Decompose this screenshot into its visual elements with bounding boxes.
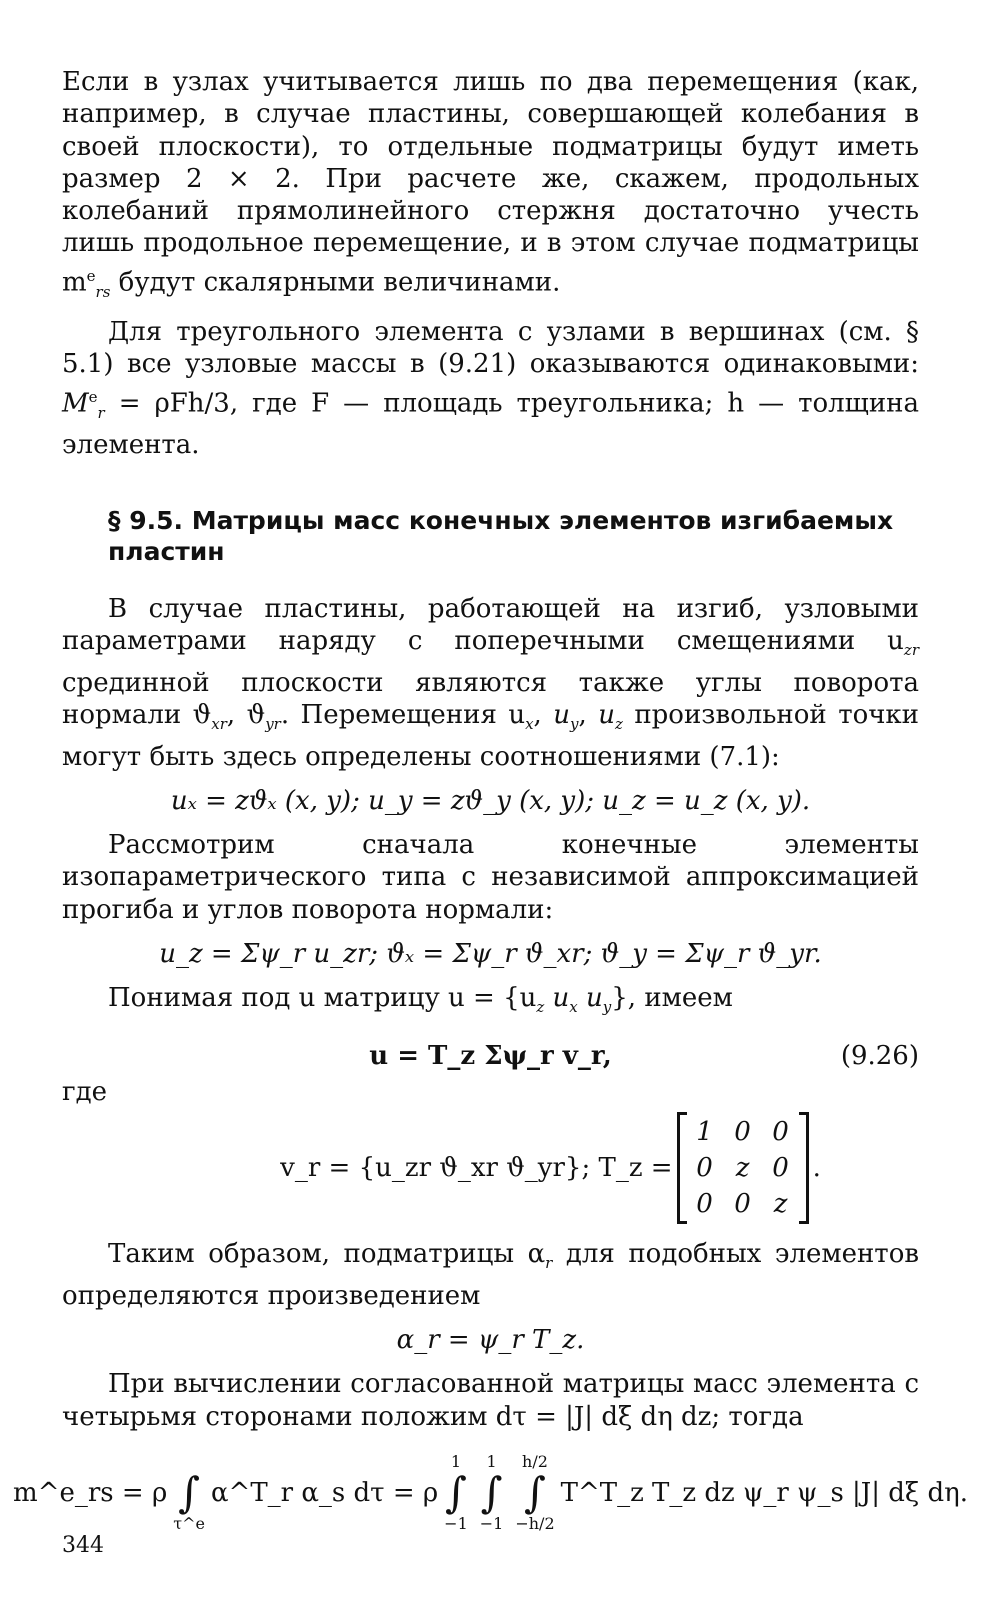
integral-lower-limit: −h/2 bbox=[515, 1514, 555, 1534]
paragraph-7: Таким образом, подматрицы $\alpha_r$ для подобных элементов определяются произведением bbox=[62, 1239, 919, 1311]
section-heading: § 9.5. Матрицы масс конечных элементов изгибаемых пластин bbox=[108, 505, 894, 566]
equation-mass-matrix bbox=[13, 1452, 968, 1534]
mass-matrix-mid: α^T_r α_s dτ = ρ bbox=[210, 1477, 439, 1508]
mass-matrix-right: T^T_z T_z dz ψ_r ψ_s |J| dξ dη. bbox=[560, 1477, 968, 1508]
paragraph-1: Если в узлах учитывается лишь по два перемещения (как, например, в случае пластины, совершающей колебания в своей плоскости), то отдельные подматрицы будут иметь размер 2 × 2. При расчете же, скажем, продольных колебаний прямолинейного стержня достаточно учесть лишь продольное перемещение, и в этом случае подматрицы $m^e_{rs}$ будут скалярными величинами. bbox=[62, 67, 919, 301]
paragraph-3: В случае пластины, работающей на изгиб, узловыми параметрами наряду с поперечными смещениями $u_{zr}$ срединной плоскости являются также углы поворота нормали $ϑ_{xr}$, $ϑ_{yr}$. Перемещения $u_x$, $u_y$, $u_z$ произвольной точки могут быть здесь определены соотношениями (7.1): bbox=[62, 593, 919, 772]
paragraph-2: Для треугольного элемента с узлами в вершинах (см. § 5.1) все узловые массы в (9.21) оказываются одинаковыми: $M^e_r = \rho Fh/3$, где F — площадь треугольника; h — толщина элемента. bbox=[62, 316, 919, 460]
integral-lower-limit: −1 bbox=[479, 1514, 504, 1534]
paragraph-1-tail: будут скалярными величинами. bbox=[110, 267, 561, 298]
paragraph-3-text: В случае пластины, работающей на изгиб, узловыми параметрами наряду с поперечными смещениями u bbox=[62, 593, 919, 657]
paragraph-3-c: . Перемещения u bbox=[280, 700, 526, 731]
paragraph-6: где bbox=[62, 1077, 108, 1108]
integral-4: h/2 ∫ −h/2 bbox=[515, 1452, 555, 1534]
integral-lower-limit: −1 bbox=[444, 1514, 468, 1534]
paragraph-8: При вычислении согласованной матрицы масс элемента с четырьмя сторонами положим dτ = |J| dξ dη dz; тогда bbox=[62, 1369, 919, 1432]
paragraph-2-text: Для треугольного элемента с узлами в вершинах (см. § 5.1) все узловые массы в (9.21) оказываются одинаковыми: bbox=[62, 316, 919, 380]
matrix-equation-left: v_r = {u_zr ϑ_xr ϑ_yr}; T_z = bbox=[280, 1153, 673, 1184]
paragraph-5-tail: }, имеем bbox=[611, 983, 733, 1014]
paragraph-4: Рассмотрим сначала конечные элементы изопараметрического типа с независимой аппроксимацией прогиба и углов поворота нормали: bbox=[62, 830, 919, 925]
paragraph-3-b: срединной плоскости являются также углы поворота нормали ϑ bbox=[62, 667, 919, 731]
integral-3: 1 ∫ −1 bbox=[479, 1452, 504, 1534]
integral-upper-limit: h/2 bbox=[522, 1452, 548, 1472]
equation-9-26 bbox=[62, 1040, 919, 1072]
integral-1: ∫ τ^e bbox=[173, 1468, 205, 1534]
matrix-cell: 0 bbox=[696, 1153, 713, 1184]
equation-number: (9.26) bbox=[840, 1040, 919, 1071]
paragraph-1-text: Если в узлах учитывается лишь по два перемещения (как, например, в случае пластины, совершающей колебания в своей плоскости), то отдельные подматрицы будут иметь размер 2 × 2. При расчете же, скажем, продольных колебаний прямолинейного стержня достаточно учесть лишь продольное перемещение, и в этом случае подматрицы m bbox=[62, 67, 919, 298]
mass-matrix-left: m^e_rs = ρ bbox=[13, 1477, 168, 1508]
matrix-tz bbox=[677, 1112, 809, 1224]
matrix-equation: v_r = {u_zr ϑ_xr ϑ_yr}; T_z = 1 0 0 0 z 0 0 0 z . bbox=[182, 1112, 919, 1224]
matrix-cell: z bbox=[735, 1153, 750, 1184]
page-number: 344 bbox=[62, 1533, 104, 1558]
matrix-cell: 0 bbox=[772, 1117, 789, 1148]
paragraph-7-text: Таким образом, подматрицы α bbox=[108, 1239, 546, 1270]
matrix-cell: 0 bbox=[734, 1117, 751, 1148]
equation-alpha: α_r = ψ_r T_z. bbox=[396, 1325, 585, 1356]
integral-upper-limit: 1 bbox=[486, 1452, 497, 1472]
paragraph-5: Понимая под u матрицу $u = \{u_z$ $u_x$ $u_y$}, имеем bbox=[108, 983, 733, 1017]
paragraph-3-d: произвольной точки могут быть здесь определены соотношениями (7.1): bbox=[62, 700, 919, 772]
integral-upper-limit: 1 bbox=[450, 1452, 462, 1472]
integral-2: 1 ∫ −1 bbox=[444, 1452, 468, 1534]
matrix-cell: 0 bbox=[696, 1189, 713, 1220]
paragraph-7-tail: для подобных элементов определяются произведением bbox=[62, 1239, 919, 1311]
matrix-cell: 0 bbox=[734, 1189, 751, 1220]
equation-approximation: u_z = Σψ_r u_zr; ϑₓ = Σψ_r ϑ_xr; ϑ_y = Σψ_r ϑ_yr. bbox=[159, 939, 822, 969]
matrix-cell: z bbox=[773, 1189, 788, 1220]
equation-7-1: uₓ = zϑₓ (x, y); u_y = zϑ_y (x, y); u_z = u_z (x, y). bbox=[170, 785, 811, 816]
paragraph-2-tail: = ρFh/3, где F — площадь треугольника; h — толщина элемента. bbox=[62, 388, 919, 460]
equation-9-26-body: u = T_z Σψ_r v_r, bbox=[369, 1040, 612, 1071]
matrix-cell: 1 bbox=[696, 1117, 713, 1148]
paragraph-5-text: Понимая под u матрицу u = {u bbox=[108, 983, 537, 1014]
integral-lower-limit: τ^e bbox=[173, 1514, 205, 1534]
matrix-cell: 0 bbox=[772, 1153, 789, 1184]
